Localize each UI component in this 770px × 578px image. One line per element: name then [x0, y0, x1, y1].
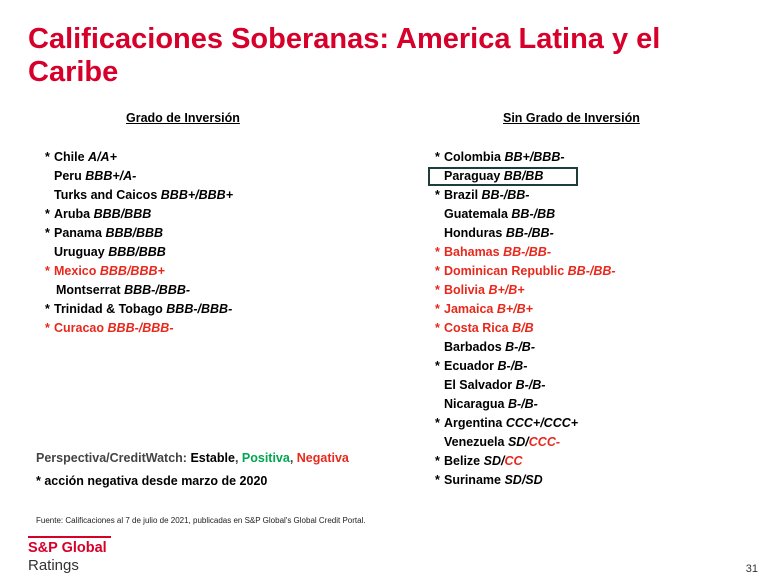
country-name: Honduras — [444, 226, 503, 240]
asterisk-marker: * — [435, 473, 440, 487]
outlook-sep: , — [289, 451, 297, 465]
rating-row — [435, 471, 616, 490]
rating-value: B+/B+ — [488, 283, 525, 297]
rating-value: SD/SD — [504, 473, 543, 487]
country-name: Mexico — [54, 264, 97, 278]
asterisk-marker: * — [45, 207, 50, 221]
country-name: Argentina — [444, 416, 503, 430]
rating-row — [435, 319, 616, 338]
country-name: Jamaica — [444, 302, 494, 316]
rating-row — [45, 262, 233, 281]
investment-grade-list — [45, 148, 233, 338]
country-name: Chile — [54, 150, 85, 164]
country-name: Turks and Caicos — [54, 188, 158, 202]
asterisk-marker: * — [435, 454, 440, 468]
rating-value: BBB/BBB+ — [99, 264, 165, 278]
asterisk-marker: * — [45, 264, 50, 278]
rating-value: BBB-/BBB- — [124, 283, 191, 297]
asterisk-marker: * — [435, 416, 440, 430]
country-name: Uruguay — [54, 245, 105, 259]
asterisk-marker: * — [435, 283, 440, 297]
country-name: Peru — [54, 169, 82, 183]
country-name: Colombia — [444, 150, 501, 164]
country-name: Panama — [54, 226, 102, 240]
asterisk-marker: * — [435, 188, 440, 202]
asterisk-marker: * — [45, 321, 50, 335]
country-name: Curacao — [54, 321, 105, 335]
rating-value: SD/ — [507, 435, 529, 449]
rating-row — [45, 186, 233, 205]
rating-row — [435, 357, 616, 376]
rating-value: CCC- — [528, 435, 561, 449]
rating-value: BB/BB — [503, 169, 544, 183]
investment-grade-header: Grado de Inversión — [126, 111, 240, 125]
rating-row — [435, 433, 616, 452]
logo-ratings: Ratings — [28, 557, 79, 574]
rating-value: BB-/BB- — [505, 226, 554, 240]
rating-row — [45, 224, 233, 243]
slide-title: Calificaciones Soberanas: America Latina y el Caribe — [28, 23, 661, 88]
rating-row — [435, 338, 616, 357]
rating-value: B-/B- — [505, 340, 535, 354]
rating-row — [435, 281, 616, 300]
outlook-sep: , — [234, 451, 242, 465]
logo-rule — [28, 536, 111, 538]
rating-value: BB+/BBB- — [504, 150, 565, 164]
rating-value: BBB-/BBB- — [107, 321, 174, 335]
rating-value: BB-/BB- — [567, 264, 616, 278]
asterisk-marker: * — [435, 321, 440, 335]
country-name: Suriname — [444, 473, 501, 487]
country-name: Guatemala — [444, 207, 508, 221]
asterisk-marker: * — [435, 359, 440, 373]
country-name: Venezuela — [444, 435, 505, 449]
rating-row — [45, 148, 233, 167]
speculative-grade-list — [435, 148, 616, 490]
rating-value: CCC+/CCC+ — [505, 416, 579, 430]
rating-row — [435, 243, 616, 262]
rating-value: BBB-/BBB- — [166, 302, 233, 316]
rating-value: BBB/BBB — [105, 226, 164, 240]
rating-value: B/B — [512, 321, 534, 335]
country-name: Dominican Republic — [444, 264, 565, 278]
country-name: Barbados — [444, 340, 502, 354]
rating-value: BBB/BBB — [108, 245, 166, 259]
rating-row — [435, 224, 616, 243]
outlook-positive: Positiva — [241, 451, 290, 465]
page-number: 31 — [745, 563, 758, 575]
outlook-stable: Estable — [190, 451, 235, 465]
outlook-negative: Negativa — [296, 451, 349, 465]
country-name: Brazil — [444, 188, 479, 202]
rating-value: BB-/BB- — [481, 188, 530, 202]
country-name: Montserrat — [56, 283, 121, 297]
asterisk-marker: * — [435, 264, 440, 278]
negative-action-footnote: * acción negativa desde marzo de 2020 — [36, 474, 268, 488]
rating-value: B-/B- — [515, 378, 546, 392]
country-name: Nicaragua — [444, 397, 505, 411]
country-name: Belize — [444, 454, 481, 468]
country-name: Paraguay — [444, 169, 501, 183]
rating-row — [45, 281, 233, 300]
source-note: Fuente: Calificaciones al 7 de julio de 2021, publicadas en S&P Global's Global Credit Portal. — [36, 516, 366, 525]
speculative-grade-header: Sin Grado de Inversión — [503, 111, 640, 125]
rating-value: BBB+/A- — [85, 169, 137, 183]
rating-value: BBB+/BBB+ — [160, 188, 234, 202]
country-name: El Salvador — [444, 378, 513, 392]
country-name: Trinidad & Tobago — [54, 302, 163, 316]
rating-row — [45, 319, 233, 338]
asterisk-marker: * — [435, 245, 440, 259]
rating-row — [435, 205, 616, 224]
rating-row — [435, 300, 616, 319]
rating-row — [435, 414, 616, 433]
asterisk-marker: * — [45, 150, 50, 164]
logo-sp-global: S&P Global — [28, 540, 107, 556]
rating-value: B+/B+ — [496, 302, 533, 316]
asterisk-marker: * — [45, 226, 50, 240]
rating-row — [435, 395, 616, 414]
asterisk-marker: * — [435, 302, 440, 316]
asterisk-marker: * — [435, 150, 440, 164]
rating-row — [435, 262, 616, 281]
rating-row — [435, 452, 616, 471]
rating-value: B-/B- — [497, 359, 528, 373]
rating-row — [435, 148, 616, 167]
rating-value: BBB/BBB — [93, 207, 152, 221]
rating-row — [435, 186, 616, 205]
rating-row — [45, 243, 233, 262]
country-name: Bolivia — [444, 283, 485, 297]
outlook-legend-label: Perspectiva/CreditWatch: — [36, 451, 187, 465]
rating-value: A/A+ — [88, 150, 117, 164]
country-name: Aruba — [54, 207, 91, 221]
rating-row — [45, 167, 233, 186]
asterisk-marker: * — [45, 302, 50, 316]
country-name: Ecuador — [444, 359, 495, 373]
rating-value: B-/B- — [507, 397, 538, 411]
rating-row — [435, 167, 616, 186]
outlook-legend — [36, 451, 349, 465]
rating-value: BB-/BB- — [503, 245, 551, 259]
country-name: Bahamas — [444, 245, 500, 259]
rating-value: CC — [504, 454, 523, 468]
country-name: Costa Rica — [444, 321, 509, 335]
rating-row — [45, 205, 233, 224]
rating-row — [435, 376, 616, 395]
rating-row — [45, 300, 233, 319]
rating-value: BB-/BB — [511, 207, 556, 221]
rating-value: SD/ — [483, 454, 505, 468]
